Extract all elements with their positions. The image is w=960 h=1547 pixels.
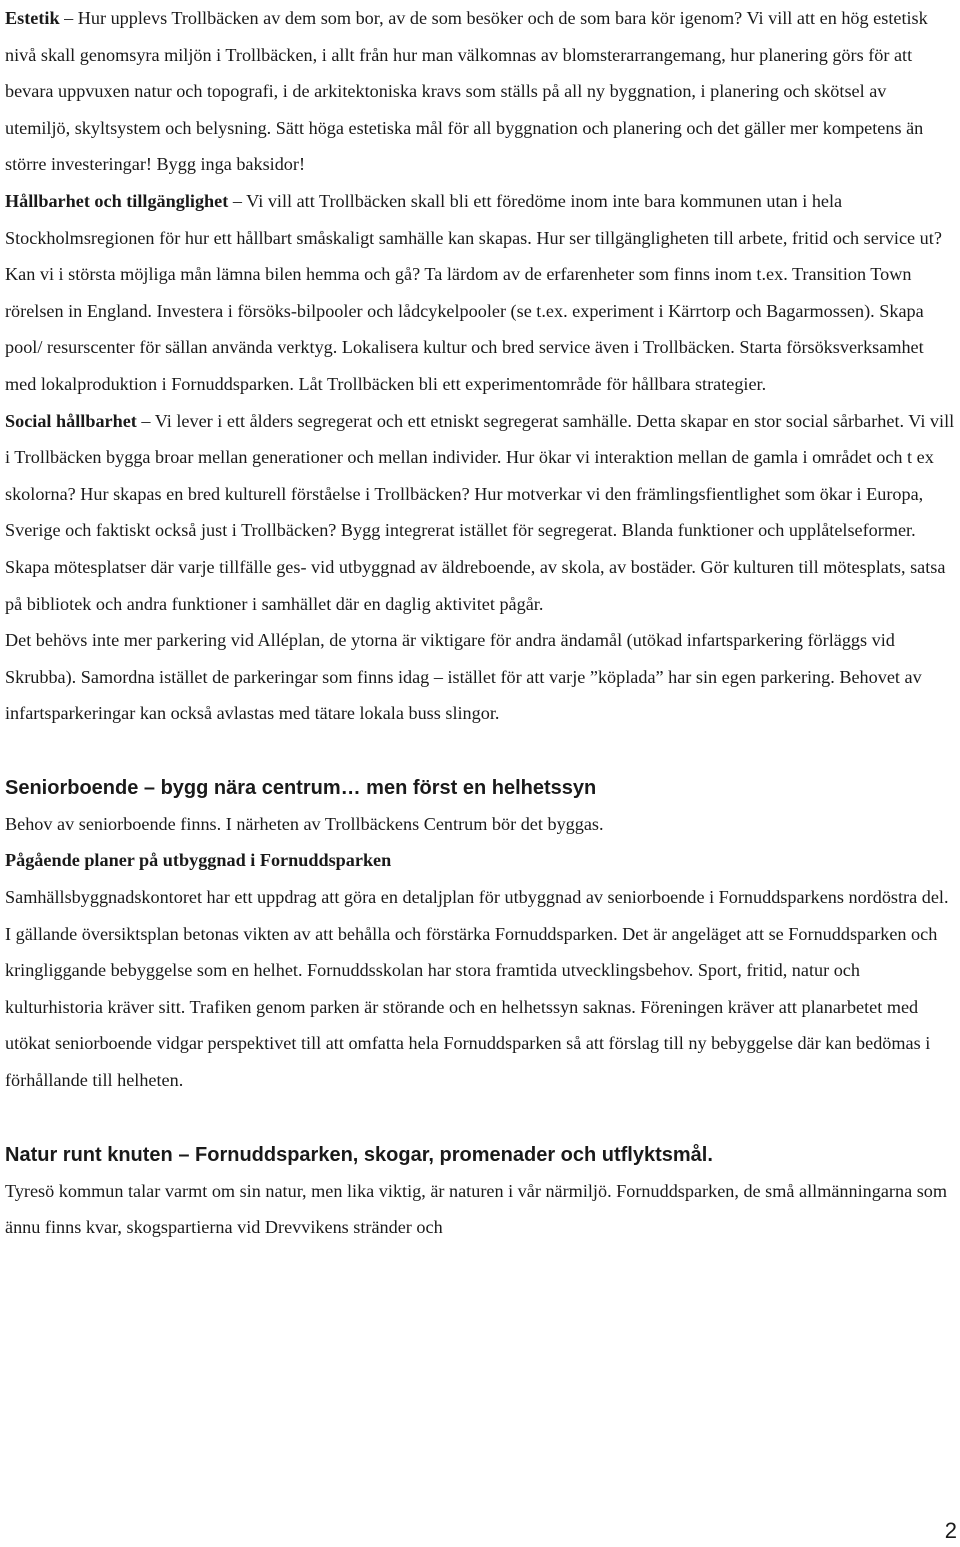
paragraph-senior-body: Samhällsbyggnadskontoret har ett uppdrag att göra en detaljplan för utbyggnad av seniorboende i Fornuddsparkens nordöstra del. I gällande översiktsplan betonas vikten av att behålla och förstärka Fornuddsparken. Det är angeläget att se Fornuddsparken och kringliggande bebyggelse som en helhet. Fornuddsskolan har stora framtida utvecklingsbehov. Sport, fritid, natur och kulturhistoria kräver sitt. Trafiken genom parken är störande och en helhetssyn saknas. Föreningen kräver att planarbetet med utökat seniorboende vidgar perspektivet till att omfatta hela Fornuddsparken så att förslag till ny bebyggelse där kan bedömas i förhållande till helheten. [5, 887, 949, 1091]
page-number: 2 [944, 1518, 957, 1543]
section-heading-seniorboende: Seniorboende – bygg nära centrum… men först en helhetssyn [5, 776, 597, 799]
section-heading-natur: Natur runt knuten – Fornuddsparken, skogar, promenader och utflyktsmål. [5, 1143, 713, 1166]
paragraph-lead: Estetik [5, 8, 60, 28]
section-spacer [5, 1099, 955, 1137]
paragraph-social [5, 403, 955, 623]
paragraph-senior-intro: Behov av seniorboende finns. I närheten av Trollbäckens Centrum bör det byggas. [5, 813, 604, 834]
paragraph-text: – Hur upplevs Trollbäcken av dem som bor, av de som besöker och de som bara kör igenom? Vi vill att en hög estetisk nivå skall genomsyra miljön i Trollbäcken, i allt från hur man välkomnas av blomsterarrangemang, hur planering görs för att bevara uppvuxen natur och topografi, i de arkitektoniska kravs som ställs på all ny byggnation, i planering och skötsel av utemiljö, skyltsystem och belysning. Sätt höga estetiska mål för all byggnation och planering och det gäller mer kompetens än större investeringar! Bygg inga baksidor! [5, 8, 928, 175]
paragraph-hallbarhet [5, 183, 955, 403]
paragraph-text: – Vi vill att Trollbäcken skall bli ett föredöme inom inte bara kommunen utan i hela Stockholmsregionen för hur ett hållbart småskaligt samhälle kan skapas. Hur ser tillgängligheten till arbete, fritid och service ut? Kan vi i största möjliga mån lämna bilen hemma och gå? Ta lärdom av de erfarenheter som finns inom t.ex. Transition Town rörelsen in England. Investera i försöks-bilpooler och lådcykelpooler (se t.ex. experiment i Kärrtorp och Bagarmossen). Skapa pool/ resurscenter för sällan använda verktyg. Lokalisera kultur och bred service även i Trollbäcken. Starta försöksverksamhet med lokalproduktion i Fornuddsparken. Låt Trollbäcken bli ett experimentområde för hållbara strategier. [5, 190, 942, 394]
paragraph-lead: Social hållbarhet [5, 410, 137, 431]
document-page [5, 0, 955, 1246]
paragraph-parkering [5, 622, 955, 732]
paragraph-estetik [5, 0, 955, 183]
paragraph-lead: Hållbarhet och tillgänglighet [5, 190, 229, 211]
subheading-fornuddsparken: Pågående planer på utbyggnad i Fornuddsparken [5, 850, 392, 871]
paragraph-natur-body: Tyresö kommun talar varmt om sin natur, men lika viktig, är naturen i vår närmiljö. Fornuddsparken, de små allmänningarna som ännu finns kvar, skogspartierna vid Drevvikens stränder och [5, 1180, 948, 1238]
section-spacer [5, 732, 955, 770]
paragraph-text: Det behövs inte mer parkering vid Alléplan, de ytorna är viktigare för andra ändamål (utökad infartsparkering förläggs vid Skrubba). Samordna istället de parkeringar som finns idag – istället för att varje ”köplada” har sin egen parkering. Behovet av infartsparkeringar kan också avlastas med tätare lokala buss slingor. [5, 630, 922, 724]
paragraph-text: – Vi lever i ett ålders segregerat och ett etniskt segregerat samhälle. Detta skapar en stor social sårbarhet. Vi vill i Trollbäcken bygga broar mellan generationer och mellan individer. Hur ökar vi interaktion mellan de gamla i området och t ex skolorna? Hur skapas en bred kulturell förståelse i Trollbäcken? Hur motverkar vi den främlingsfientlighet som ökar i Europa, Sverige och faktiskt också just i Trollbäcken? Bygg integrerat istället för segregerat. Blanda funktioner och upplåtelseformer. Skapa mötesplatser där varje tillfälle ges- vid utbyggnad av äldreboende, av skola, av bostäder. Gör kulturen till mötesplats, satsa på bibliotek och andra funktioner i samhället där en daglig aktivitet pågår. [5, 410, 955, 614]
